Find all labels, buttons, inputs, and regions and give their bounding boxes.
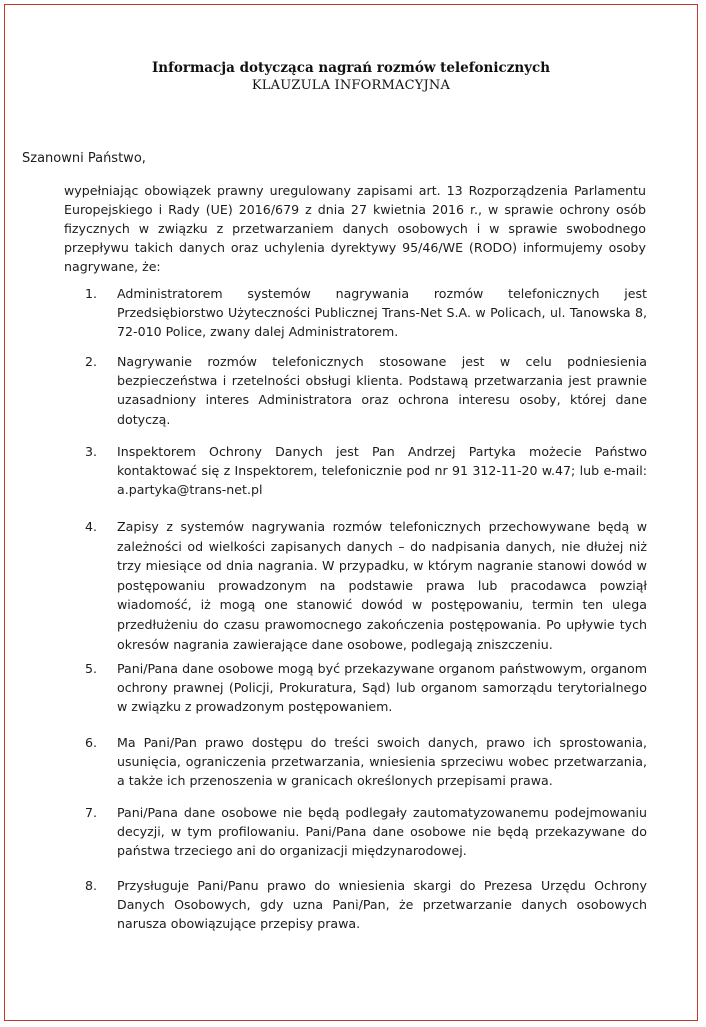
clause-item xyxy=(85,876,647,934)
salutation: Szanowni Państwo, xyxy=(22,151,146,166)
clause-text: Pani/Pana dane osobowe nie będą podlegały zautomatyzowanemu podejmowaniu decyzji, w tym profilowaniu. Pani/Pana dane osobowe nie będą przekazywane do państwa trzeciego ani do organizacji międzynarodowej. xyxy=(117,805,647,859)
clause-number: 6. xyxy=(85,735,98,750)
clause-text: Zapisy z systemów nagrywania rozmów telefonicznych przechowywane będą w zależności od wielkości zapisanych danych – do nadpisania danych, nie dłużej niż trzy miesiące od dnia nagrania. W przypadku, w którym nagranie stanowi dowód w postępowaniu prowadzonym na podstawie prawa lub pracodawca powziął wiadomość, iż mogą one stanowić dowód w postępowaniu, termin ten ulega przedłużeniu do czasu prawomocnego zakończenia postępowania. Po upływie tych okresów nagrania zawierające dane osobowe, podlegają zniszczeniu. xyxy=(117,519,647,652)
title-block xyxy=(5,59,697,95)
document-subtitle: KLAUZULA INFORMACYJNA xyxy=(251,78,451,93)
clause-item xyxy=(85,442,647,500)
clause-item xyxy=(85,659,647,717)
clause-number: 8. xyxy=(85,878,98,893)
clause-item xyxy=(85,284,647,342)
clause-number: 1. xyxy=(85,286,98,301)
clause-item xyxy=(85,352,647,429)
clause-item xyxy=(85,733,647,791)
clause-number: 2. xyxy=(85,354,98,369)
clause-text: Pani/Pana dane osobowe mogą być przekazywane organom państwowym, organom ochrony prawnej (Policji, Prokuratura, Sąd) lub organom samorządu terytorialnego w związku z prowadzonym postępowaniem. xyxy=(117,661,647,715)
clause-item xyxy=(85,803,647,861)
clause-text: Administratorem systemów nagrywania rozmów telefonicznych jest Przedsiębiorstwo Użyteczności Publicznej Trans-Net S.A. w Policach, ul. Tanowska 8, 72-010 Police, zwany dalej Administratorem. xyxy=(117,286,647,340)
document-title: Informacja dotycząca nagrań rozmów telefonicznych xyxy=(151,60,551,76)
clause-number: 4. xyxy=(85,519,98,534)
document-page xyxy=(4,4,698,1021)
clause-text: Przysługuje Pani/Panu prawo do wniesienia skargi do Prezesa Urzędu Ochrony Danych Osobowych, gdy uzna Pani/Pan, że przetwarzanie danych osobowych narusza obowiązujące przepisy prawa. xyxy=(117,878,647,932)
clause-text: Inspektorem Ochrony Danych jest Pan Andrzej Partyka możecie Państwo kontaktować się z Inspektorem, telefonicznie pod nr 91 312-11-20 w.47; lub e-mail: a.partyka@trans-net.pl xyxy=(117,444,647,498)
clause-text: Ma Pani/Pan prawo dostępu do treści swoich danych, prawo ich sprostowania, usunięcia, ograniczenia przetwarzania, wniesienia sprzeciwu wobec przetwarzania, a także ich przenoszenia w granicach określonych przepisami prawa. xyxy=(117,735,647,789)
clause-number: 5. xyxy=(85,661,98,676)
clause-number: 7. xyxy=(85,805,98,820)
intro-paragraph: wypełniając obowiązek prawny uregulowany zapisami art. 13 Rozporządzenia Parlamentu Europejskiego i Rady (UE) 2016/679 z dnia 27 kwietnia 2016 r., w sprawie ochrony osób fizycznych w związku z przetwarzaniem danych osobowych i w sprawie swobodnego przepływu takich danych oraz uchylenia dyrektywy 95/46/WE (RODO) informujemy osoby nagrywane, że: xyxy=(64,183,646,274)
clause-item xyxy=(85,517,647,654)
clause-text: Nagrywanie rozmów telefonicznych stosowane jest w celu podniesienia bezpieczeństwa i rzetelności obsługi klienta. Podstawą przetwarzania jest prawnie uzasadniony interes Administratora oraz ochrona interesu osoby, której dane dotyczą. xyxy=(117,354,647,427)
clause-number: 3. xyxy=(85,444,98,459)
